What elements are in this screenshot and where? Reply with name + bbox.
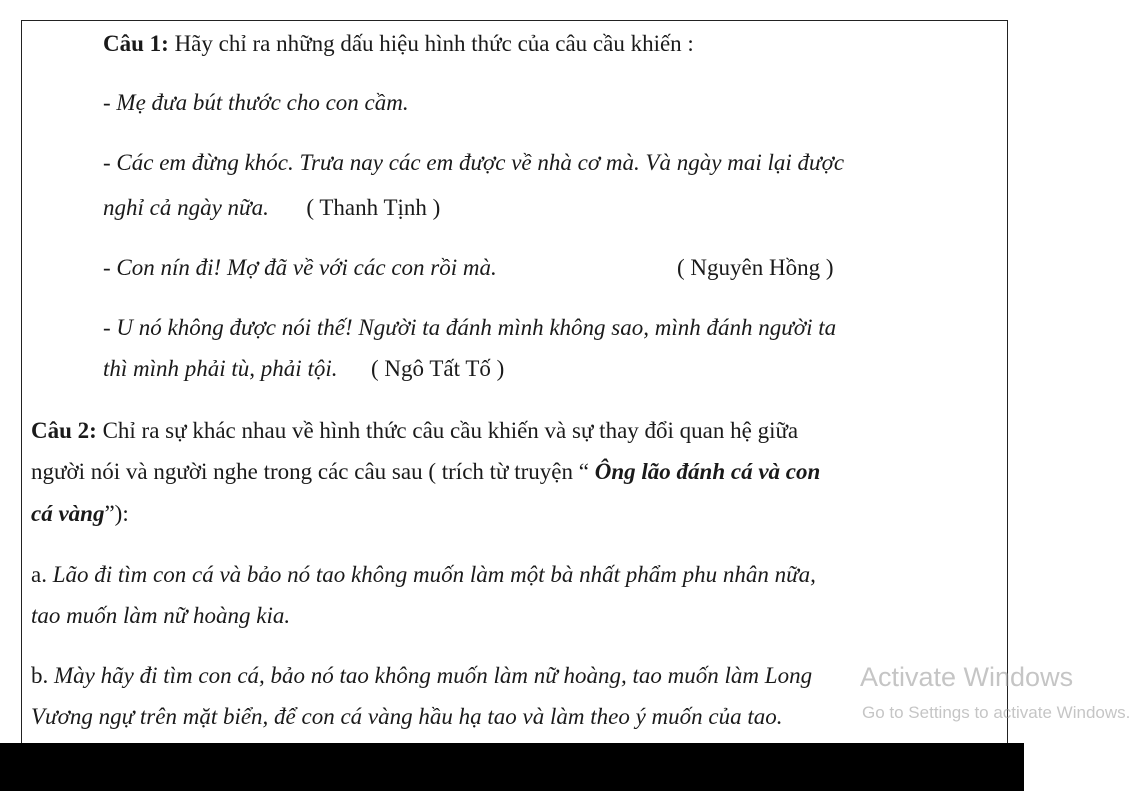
bottom-black-bar xyxy=(0,743,1024,791)
example-2-line-1: - Các em đừng khóc. Trưa nay các em được về nhà cơ mà. Và ngày mai lại được xyxy=(103,150,845,175)
document-frame xyxy=(21,20,1008,760)
example-4-source: ( Ngô Tất Tố ) xyxy=(370,356,505,381)
example-4-line-2 xyxy=(103,357,504,380)
settings-watermark: Go to Settings to activate Windows. xyxy=(862,703,1130,722)
story-title-part-1: Ông lão đánh cá và con xyxy=(594,459,821,484)
item-a-text-1: Lão đi tìm con cá và bảo nó tao không muốn làm một bà nhất phẩm phu nhân nữa, xyxy=(52,562,816,587)
activate-windows-watermark: Activate Windows xyxy=(860,662,1074,692)
question-2-text-3: ”): xyxy=(104,501,129,526)
item-a-marker: a. xyxy=(31,562,53,587)
question-1-label: Câu 1: xyxy=(103,31,169,56)
item-b-line-2: Vương ngự trên mặt biển, để con cá vàng hầu hạ tao và làm theo ý muốn của tao. xyxy=(31,704,783,729)
example-4-text: thì mình phải tù, phải tội. xyxy=(103,356,338,381)
question-1-prompt: Hãy chỉ ra những dấu hiệu hình thức của câu cầu khiến : xyxy=(168,31,694,56)
example-4-line-1: - U nó không được nói thế! Người ta đánh mình không sao, mình đánh người ta xyxy=(103,315,837,340)
example-1: - Mẹ đưa bút thước cho con cầm. xyxy=(103,90,409,115)
example-2-text: nghỉ cả ngày nữa. xyxy=(103,195,269,220)
question-2-line-1 xyxy=(31,419,798,442)
story-title-part-2: cá vàng xyxy=(31,501,105,526)
question-2-line-3 xyxy=(31,502,129,525)
example-3: - Con nín đi! Mợ đã về với các con rồi mà. xyxy=(103,255,497,280)
example-2-line-2 xyxy=(103,196,440,219)
question-1-heading xyxy=(103,32,694,55)
example-3-source: ( Nguyên Hồng ) xyxy=(677,255,834,280)
example-2-source: ( Thanh Tịnh ) xyxy=(306,195,441,220)
question-2-line-2 xyxy=(31,460,820,483)
item-a-line-1 xyxy=(31,563,816,586)
question-2-label: Câu 2: xyxy=(31,418,97,443)
question-2-text-1: Chỉ ra sự khác nhau về hình thức câu cầu khiến và sự thay đổi quan hệ giữa xyxy=(96,418,799,443)
item-b-line-1 xyxy=(31,664,812,687)
item-b-marker: b. xyxy=(31,663,54,688)
question-2-text-2: người nói và người nghe trong các câu sau ( trích từ truyện “ xyxy=(31,459,595,484)
item-b-text-1: Mày hãy đi tìm con cá, bảo nó tao không muốn làm nữ hoàng, tao muốn làm Long xyxy=(54,663,813,688)
item-a-line-2: tao muốn làm nữ hoàng kia. xyxy=(31,603,291,628)
